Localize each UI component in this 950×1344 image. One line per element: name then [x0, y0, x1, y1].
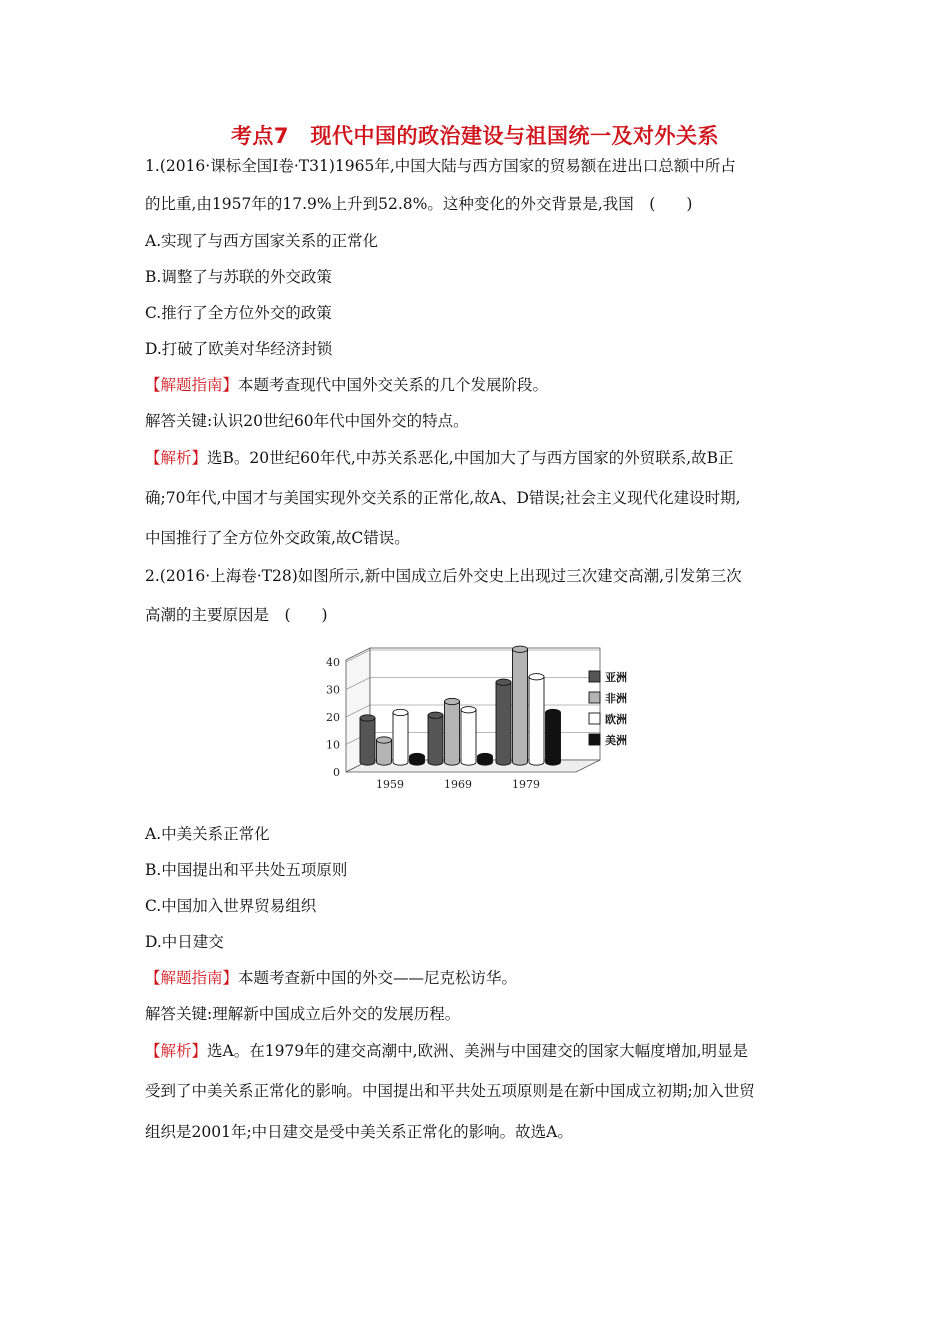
bar-1979-亚洲 — [496, 682, 511, 765]
bar-1959-非洲 — [377, 740, 392, 765]
q2-analysis-tag: 【解析】 — [145, 1042, 208, 1060]
q1-analysis-tag: 【解析】 — [145, 449, 208, 467]
q1-analysis-line3: 中国推行了全方位外交政策,故C错误。 — [145, 529, 410, 547]
q2-option-d: D.中日建交 — [145, 933, 224, 951]
bar-top-1969-亚洲 — [428, 712, 443, 718]
bar-top-1959-欧洲 — [393, 709, 408, 715]
bar-1979-欧洲 — [529, 677, 544, 765]
bar-1969-非洲 — [445, 702, 460, 766]
legend-swatch-亚洲 — [589, 671, 600, 682]
bar-top-1979-亚洲 — [496, 679, 511, 685]
bar-1979-美洲 — [546, 713, 561, 766]
q2-analysis-text: 选A。在1979年的建交高潮中,欧洲、美洲与中国建交的国家大幅度增加,明显是 — [207, 1042, 749, 1060]
x-tick-label: 1969 — [444, 778, 472, 791]
y-tick-label: 10 — [326, 738, 340, 752]
q2-option-b: B.中国提出和平共处五项原则 — [145, 861, 348, 879]
q2-stem-line2: 高潮的主要原因是 ( ) — [145, 606, 328, 624]
legend-swatch-非洲 — [589, 692, 600, 703]
q2-analysis-line3: 组织是2001年;中日建交是受中美关系正常化的影响。故选A。 — [145, 1123, 573, 1141]
q1-option-a: A.实现了与西方国家关系的正常化 — [145, 232, 379, 250]
x-tick-label: 1959 — [376, 778, 404, 791]
bar-top-1979-美洲 — [546, 709, 561, 715]
legend-label: 欧洲 — [605, 713, 627, 726]
bar-top-1959-美洲 — [410, 753, 425, 759]
q2-stem-line1: 2.(2016·上海卷·T28)如图所示,新中国成立后外交史上出现过三次建交高潮,引发第三次 — [145, 567, 742, 585]
bar-top-1969-欧洲 — [461, 707, 476, 713]
y-tick-label: 20 — [326, 711, 340, 724]
bar-top-1959-亚洲 — [360, 715, 375, 721]
legend-label: 美洲 — [605, 734, 627, 747]
q1-stem-line2: 的比重,由1957年的17.9%上升到52.8%。这种变化的外交背景是,我国 ( ) — [145, 195, 693, 213]
q2-guide-text: 本题考查新中国的外交——尼克松访华。 — [238, 969, 518, 987]
y-tick-label: 30 — [326, 683, 340, 697]
bar-1959-亚洲 — [360, 718, 375, 765]
q1-guide-text: 本题考查现代中国外交关系的几个发展阶段。 — [238, 376, 549, 394]
bar-1979-非洲 — [513, 649, 528, 765]
bar-top-1969-美洲 — [478, 753, 493, 759]
q1-key: 解答关键:认识20世纪60年代中国外交的特点。 — [145, 412, 469, 430]
bar-1959-欧洲 — [393, 713, 408, 766]
bar-top-1959-非洲 — [377, 737, 392, 743]
bar-top-1969-非洲 — [445, 698, 460, 704]
legend-label: 亚洲 — [605, 671, 627, 684]
q1-option-c: C.推行了全方位外交的政策 — [145, 304, 332, 322]
q2-option-c: C.中国加入世界贸易组织 — [145, 897, 317, 915]
bar-1969-亚洲 — [428, 715, 443, 765]
diplomacy-bar-chart — [316, 642, 646, 800]
legend-swatch-欧洲 — [589, 713, 600, 724]
page-title: 考点7 现代中国的政治建设与祖国统一及对外关系 — [230, 124, 720, 148]
y-tick-label: 40 — [326, 656, 340, 669]
q1-analysis-line1 — [145, 446, 810, 468]
legend-label: 非洲 — [605, 692, 627, 705]
bar-top-1979-非洲 — [513, 646, 528, 652]
q2-analysis-line1 — [145, 1039, 810, 1061]
y-tick-label: 0 — [333, 766, 340, 779]
q1-guide-tag: 【解题指南】 — [145, 376, 239, 394]
q2-option-a: A.中美关系正常化 — [145, 825, 270, 843]
legend-swatch-美洲 — [589, 734, 600, 745]
q1-analysis-line2: 确;70年代,中国才与美国实现外交关系的正常化,故A、D错误;社会主义现代化建设时期, — [145, 489, 741, 507]
q2-guide-tag: 【解题指南】 — [145, 969, 239, 987]
q1-guide — [145, 373, 810, 395]
bar-1969-欧洲 — [461, 710, 476, 765]
q2-guide — [145, 966, 810, 988]
q1-analysis-text: 选B。20世纪60年代,中苏关系恶化,中国加大了与西方国家的外贸联系,故B正 — [207, 449, 734, 467]
q2-analysis-line2: 受到了中美关系正常化的影响。中国提出和平共处五项原则是在新中国成立初期;加入世贸 — [145, 1082, 755, 1100]
q1-option-b: B.调整了与苏联的外交政策 — [145, 268, 332, 286]
x-tick-label: 1979 — [512, 778, 540, 791]
bar-top-1979-欧洲 — [529, 674, 544, 680]
q1-stem-line1: 1.(2016·课标全国Ⅰ卷·T31)1965年,中国大陆与西方国家的贸易额在进出口总额中所占 — [145, 157, 736, 175]
q2-key: 解答关键:理解新中国成立后外交的发展历程。 — [145, 1005, 461, 1023]
q1-option-d: D.打破了欧美对华经济封锁 — [145, 340, 333, 358]
